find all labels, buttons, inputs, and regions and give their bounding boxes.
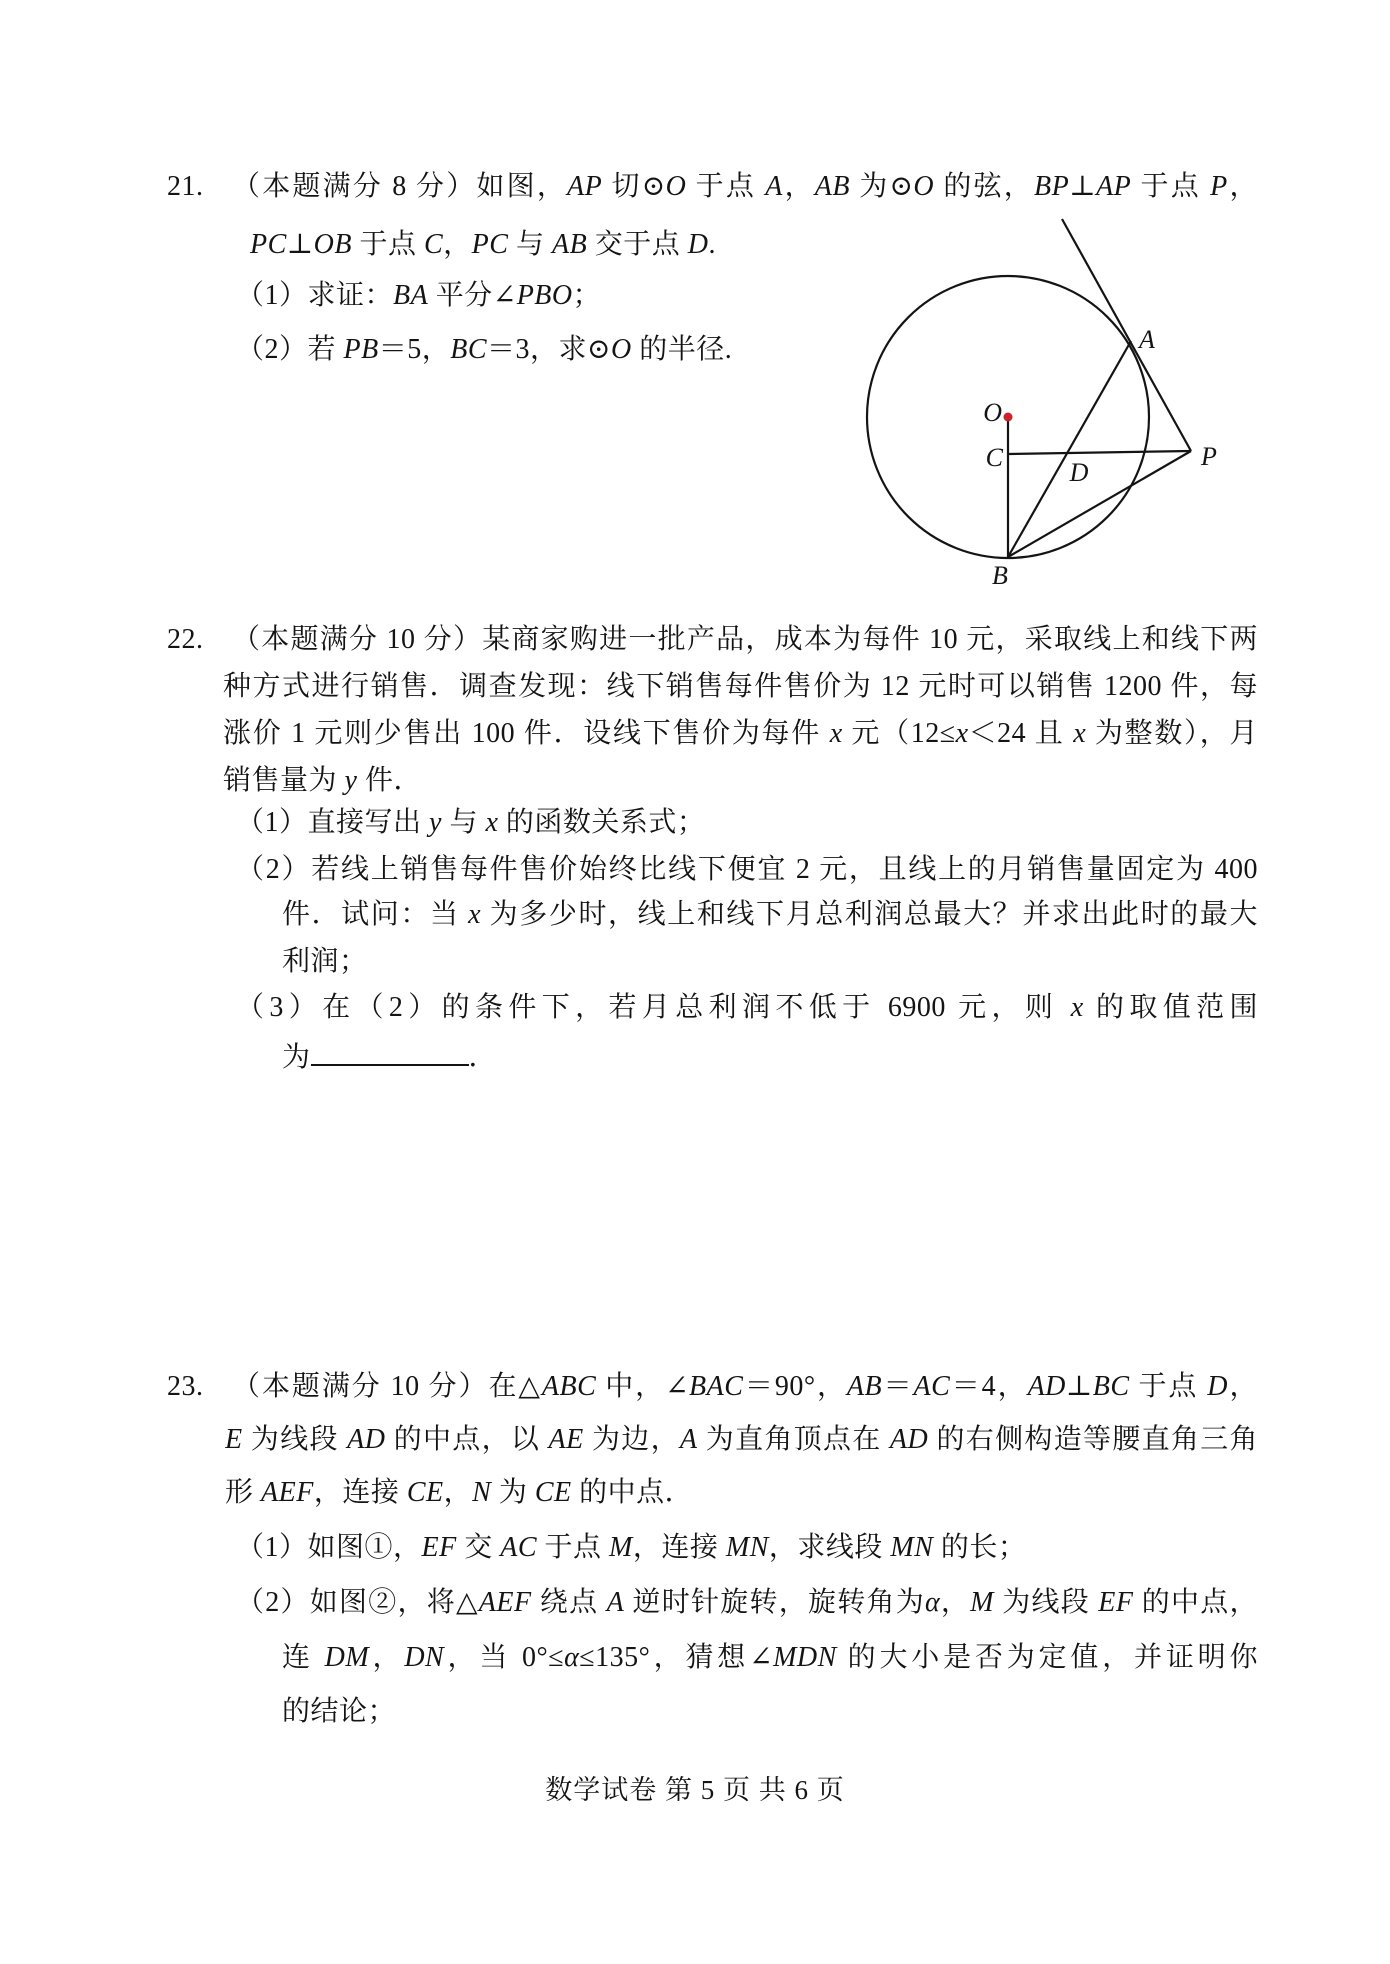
problem-22-item-2: （2）若线上销售每件售价始终比线下便宜 2 元，且线上的月销售量固定为 400	[236, 854, 1258, 885]
blank-suffix: ．	[468, 1042, 498, 1073]
chord-BA	[1008, 341, 1131, 557]
problem-22-item-2-cont-1: 件．试问：当 x 为多少时，线上和线下月总利润总最大？并求出此时的最大	[282, 899, 1258, 930]
label-C: C	[985, 443, 1003, 472]
circle-geometry-figure	[830, 190, 1250, 610]
answer-blank	[311, 1036, 469, 1066]
problem-23-item-2: （2）如图②，将△AEF 绕点 A 逆时针旋转，旋转角为α，M 为线段 EF 的中点，	[236, 1587, 1258, 1618]
problem-22-line-3: 涨价 1 元则少售出 100 件．设线下售价为每件 x 元（12≤x＜24 且 x 为整数），月	[223, 718, 1258, 749]
problem-21-number: 21.	[167, 171, 204, 202]
problem-22-item-3-blank-line	[282, 1036, 497, 1074]
label-P: P	[1201, 442, 1217, 471]
problem-22-number: 22.	[167, 624, 204, 655]
problem-21-line-2: PC⊥OB 于点 C，PC 与 AB 交于点 D.	[250, 229, 716, 260]
problem-21-item-1: （1）求证：BA 平分∠PBO；	[236, 280, 602, 311]
problem-22-line-4: 销售量为 y 件．	[223, 765, 422, 796]
label-D: D	[1069, 458, 1089, 487]
segment-CP	[1008, 451, 1191, 454]
problem-22-line-2: 种方式进行销售．调查发现：线下销售每件售价为 12 元时可以销售 1200 件，每	[223, 671, 1258, 702]
label-A: A	[1139, 325, 1155, 354]
center-dot	[1004, 413, 1013, 422]
problem-23-line-1: （本题满分 10 分）在△ABC 中，∠BAC＝90°，AB＝AC＝4，AD⊥BC 于点 D，	[232, 1371, 1258, 1402]
label-O: O	[983, 398, 1002, 427]
problem-21-line-1: （本题满分 8 分）如图，AP 切⊙O 于点 A，AB 为⊙O 的弦，BP⊥AP 于点 P，	[232, 171, 1258, 202]
problem-23-item-2-cont-1: 连 DM，DN，当 0°≤α≤135°，猜想∠MDN 的大小是否为定值，并证明你	[282, 1642, 1258, 1673]
label-B: B	[992, 561, 1008, 590]
problem-23-line-3: 形 AEF，连接 CE，N 为 CE 的中点．	[225, 1477, 694, 1508]
tangent-line-AP	[1062, 219, 1191, 451]
segment-BP	[1008, 451, 1191, 557]
blank-prefix: 为	[282, 1042, 311, 1073]
problem-23-number: 23.	[167, 1371, 204, 1402]
problem-22-line-1: （本题满分 10 分）某商家购进一批产品，成本为每件 10 元，采取线上和线下两	[232, 624, 1258, 655]
problem-23-item-2-cont-2: 的结论；	[282, 1696, 397, 1727]
problem-22-item-2-cont-2: 利润；	[282, 946, 368, 977]
problem-23-line-2: E 为线段 AD 的中点，以 AE 为边，A 为直角顶点在 AD 的右侧构造等腰直角三角	[225, 1424, 1258, 1455]
problem-22-item-1: （1）直接写出 y 与 x 的函数关系式；	[236, 807, 706, 838]
problem-23-item-1: （1）如图①，EF 交 AC 于点 M，连接 MN，求线段 MN 的长；	[236, 1532, 1027, 1563]
problem-22-item-3: （3）在（2）的条件下，若月总利润不低于 6900 元，则 x 的取值范围	[236, 992, 1258, 1023]
problem-21-item-2: （2）若 PB＝5，BC＝3，求⊙O 的半径.	[236, 334, 733, 365]
page-footer: 数学试卷 第 5 页 共 6 页	[545, 1775, 845, 1805]
